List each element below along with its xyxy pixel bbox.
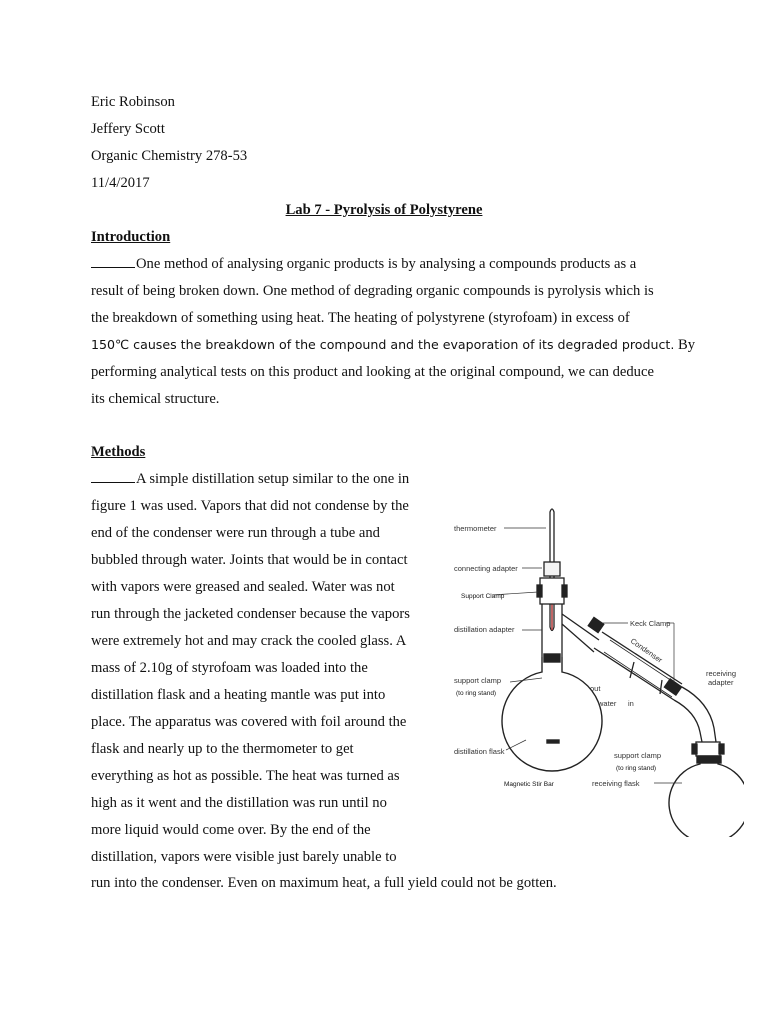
methods-line-9: distillation flask and a heating mantle was put into xyxy=(91,687,386,703)
intro-line-4 xyxy=(91,336,695,354)
author-name-2: Jeffery Scott xyxy=(91,121,165,137)
intro-line-2: result of being broken down. One method of degrading organic compounds is pyrolysis which is xyxy=(91,283,654,299)
indent-blank xyxy=(91,255,135,268)
label-support-clamp-top: Support Clamp xyxy=(461,593,505,600)
methods-line-8: mass of 2.10g of styrofoam was loaded into the xyxy=(91,660,368,676)
label-support-clamp-right-2: (to ring stand) xyxy=(616,765,657,772)
methods-text-1: A simple distillation setup similar to the one in xyxy=(136,471,410,487)
label-thermometer: thermometer xyxy=(454,524,497,533)
methods-line-14: more liquid would come over. By the end of the xyxy=(91,822,371,838)
label-connecting-adapter: connecting adapter xyxy=(454,564,518,573)
intro-text-1: One method of analysing organic products is by analysing a compounds products as a xyxy=(136,256,637,272)
indent-blank xyxy=(91,470,135,483)
report-date: 11/4/2017 xyxy=(91,175,150,191)
methods-line-16: run into the condenser. Even on maximum heat, a full yield could not be gotten. xyxy=(91,875,557,891)
methods-heading: Methods xyxy=(91,444,146,460)
methods-line-2: figure 1 was used. Vapors that did not condense by the xyxy=(91,498,409,514)
distillation-apparatus-figure xyxy=(434,492,744,837)
author-name-1: Eric Robinson xyxy=(91,94,175,110)
label-receiving-flask: receiving flask xyxy=(592,779,640,788)
label-receiving-adapter-2: adapter xyxy=(708,678,734,687)
figure-background xyxy=(434,492,744,837)
methods-line-11: flask and nearly up to the thermometer to get xyxy=(91,741,354,757)
methods-line-15: distillation, vapors were visible just barely unable to xyxy=(91,849,397,865)
document-title: Lab 7 - Pyrolysis of Polystyrene xyxy=(285,202,483,218)
label-keck-clamp: Keck Clamp xyxy=(630,619,671,628)
label-water: water xyxy=(598,699,617,708)
methods-line-4: bubbled through water. Joints that would be in contact xyxy=(91,552,408,568)
methods-line-3: end of the condenser were run through a tube and xyxy=(91,525,380,541)
methods-line-12: everything as hot as possible. The heat was turned as xyxy=(91,768,400,784)
label-support-clamp-right-1: support clamp xyxy=(614,751,662,760)
intro-text-4b: By xyxy=(677,337,696,353)
label-in: in xyxy=(628,699,634,708)
label-condenser: Condenser xyxy=(628,636,665,665)
label-distillation-flask: distillation flask xyxy=(454,747,505,756)
methods-line-5: with vapors were greased and sealed. Water was not xyxy=(91,579,395,595)
label-support-clamp-left-1: support clamp xyxy=(454,676,502,685)
intro-line-5: performing analytical tests on this product and looking at the original compound, we can deduce xyxy=(91,364,654,380)
intro-text-4: 150℃ causes the breakdown of the compound and the evaporation of its degraded product. xyxy=(91,337,675,352)
label-stir-bar: Magnetic Stir Bar xyxy=(504,781,554,788)
introduction-heading: Introduction xyxy=(91,229,171,245)
distillation-diagram xyxy=(434,492,744,837)
label-distillation-adapter: distillation adapter xyxy=(454,625,515,634)
label-out: out xyxy=(590,684,601,693)
intro-line-6: its chemical structure. xyxy=(91,391,220,407)
methods-line-1 xyxy=(91,470,409,488)
course-name: Organic Chemistry 278-53 xyxy=(91,148,248,164)
intro-line-1 xyxy=(91,255,636,273)
label-support-clamp-left-2: (to ring stand) xyxy=(456,690,497,697)
label-receiving-adapter-1: receiving xyxy=(706,669,737,678)
methods-line-10: place. The apparatus was covered with foil around the xyxy=(91,714,407,730)
methods-line-6: run through the jacketed condenser because the vapors xyxy=(91,606,410,622)
intro-line-3: the breakdown of something using heat. The heating of polystyrene (styrofoam) in excess of xyxy=(91,310,630,326)
methods-line-7: were extremely hot and may crack the cooled glass. A xyxy=(91,633,407,649)
methods-line-13: high as it went and the distillation was run until no xyxy=(91,795,387,811)
